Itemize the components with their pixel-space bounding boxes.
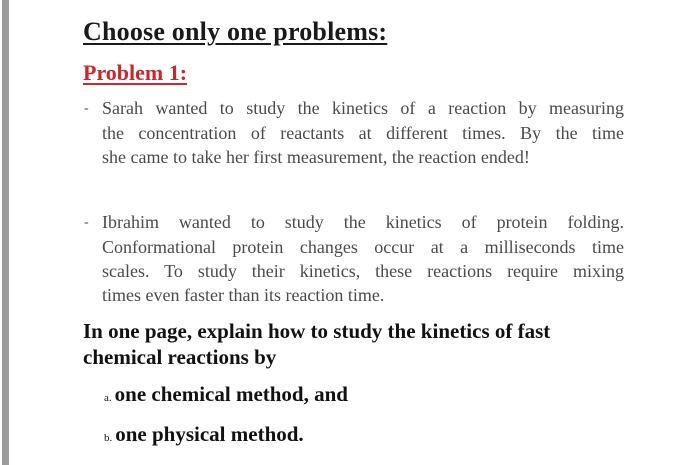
- cut-off-text-line: [84, 459, 484, 465]
- sub-item-marker: a.: [104, 392, 112, 404]
- dash-marker: -: [84, 215, 89, 230]
- scenario-line: Conformational protein changes occur at a milliseconds time: [102, 237, 624, 257]
- sub-item-physical: [104, 422, 304, 447]
- dash-marker: -: [84, 101, 89, 116]
- scenario-line: the concentration of reactants at different times. By the time: [102, 123, 624, 143]
- sub-item-chemical: [104, 382, 348, 407]
- sub-item-text: one chemical method, and: [114, 382, 348, 406]
- task-line: In one page, explain how to study the kinetics of fast: [83, 319, 551, 343]
- scenario-sarah: [84, 96, 624, 169]
- page-left-border: [2, 0, 9, 465]
- scenario-line: scales. To study their kinetics, these reactions require mixing: [102, 261, 624, 281]
- scenario-text: Ibrahim wanted to study the kinetics of protein folding.: [102, 212, 624, 232]
- sub-item-text: one physical method.: [115, 422, 304, 446]
- scenario-ibrahim: [84, 210, 624, 307]
- scenario-line: times even faster than its reaction time.: [102, 285, 385, 305]
- scenario-text: Sarah wanted to study the kinetics of a reaction by measuring: [102, 98, 624, 118]
- scenario-line: she came to take her first measurement, the reaction ended!: [102, 147, 530, 167]
- task-instruction: [83, 318, 628, 370]
- scenario-line: [84, 210, 624, 235]
- problem-title: Problem 1:: [83, 60, 188, 85]
- scenario-line: [84, 96, 624, 121]
- task-line: chemical reactions by: [83, 345, 277, 369]
- sub-item-marker: b.: [104, 432, 113, 444]
- page-heading: Choose only one problems:: [83, 17, 388, 46]
